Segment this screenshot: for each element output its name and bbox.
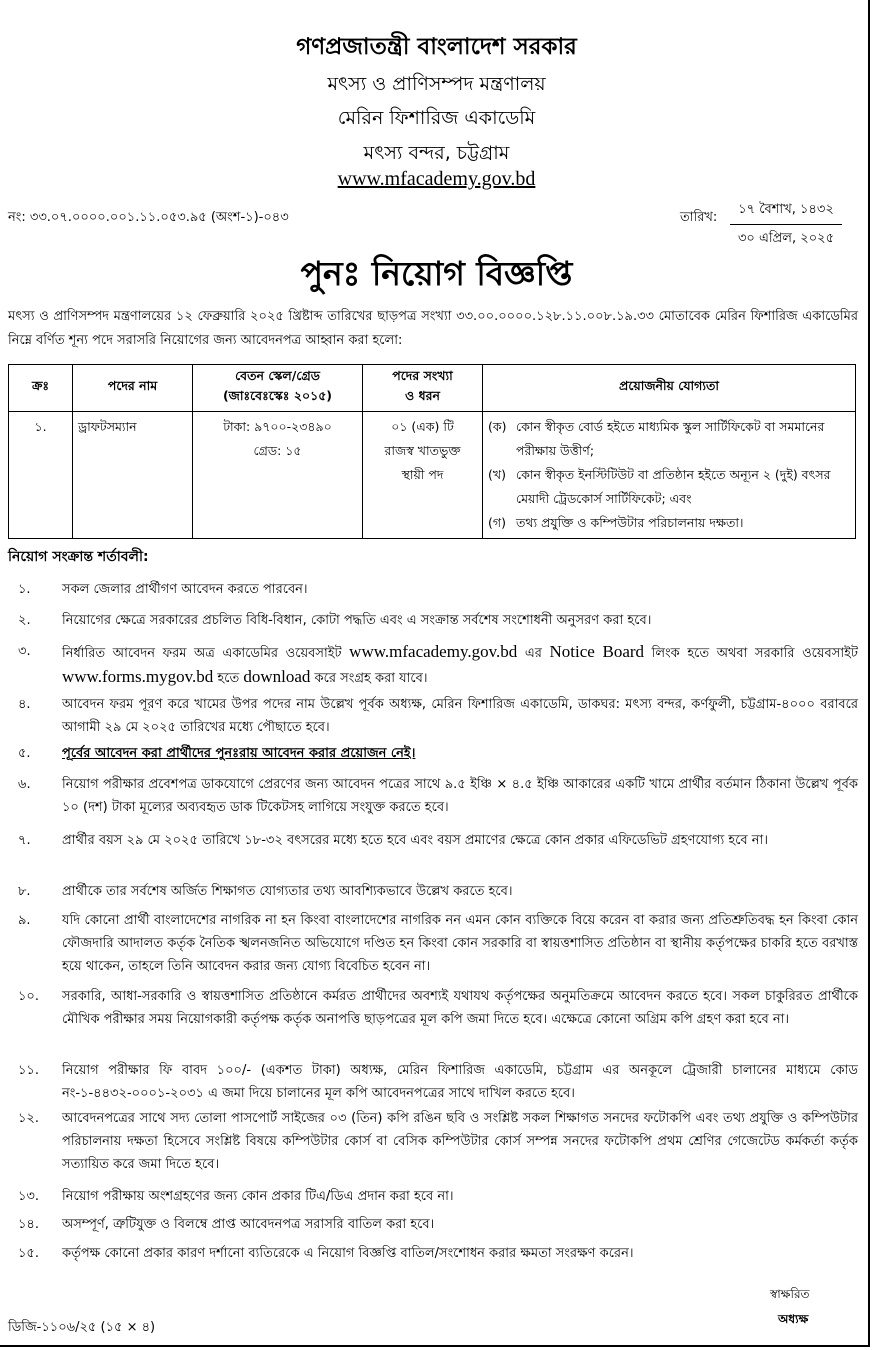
cell-scale — [193, 412, 363, 539]
cell-count-line3: স্থায়ী পদ — [401, 467, 444, 482]
signatory-title: অধ্যক্ষ — [778, 1312, 809, 1326]
academy-heading: মেরিন ফিশারিজ একাডেমি — [337, 107, 536, 129]
forms-website-link[interactable]: www.forms.mygov.bd — [62, 667, 214, 686]
condition-number: ৯. — [18, 913, 31, 928]
header-serial: ক্রঃ — [9, 365, 73, 412]
condition-text-part: এর — [517, 646, 550, 661]
date-bangla: ১৭ বৈশাখ, ১৪৩২ — [730, 200, 842, 225]
conditions-title: নিয়োগ সংক্রান্ত শর্তাবলী: — [8, 549, 149, 565]
condition-text: প্রার্থীকে তার সর্বশেষ অর্জিত শিক্ষাগত যোগ্যতার তথ্য আবশ্যিকভাবে উল্লেখ করতে হবে। — [62, 884, 513, 899]
condition-text — [62, 640, 858, 690]
condition-number: ১১. — [18, 1063, 40, 1078]
government-heading: গণপ্রজাতন্ত্রী বাংলাদেশ সরকার — [296, 34, 577, 60]
condition-number: ৪. — [18, 697, 31, 712]
condition-text-part: নির্ধারিত আবেদন ফরম অত্র একাডেমির ওয়েবসাইট — [62, 646, 350, 661]
cell-grade: গ্রেড: ১৫ — [253, 443, 302, 458]
table-row — [9, 412, 856, 539]
condition-item — [8, 742, 858, 765]
header-count-line2: ও ধরন — [405, 388, 440, 403]
intro-paragraph: মৎস্য ও প্রাণিসম্পদ মন্ত্রণালয়ের ১২ ফেব্রুয়ারি ২০২৫ খ্রিষ্টাব্দ তারিখের ছাড়পত্র সংখ্যা ৩৩.০০.০০০০.১২৮.১১.০০৮.১৯.৩৩ মোতাবেক মেরিন ফিশারিজ একাডেমির নিম্নে বর্ণিত শূন্য পদে সরাসরি নিয়োগের জন্য আবেদনপত্র আহ্বান করা হলো: — [8, 309, 858, 348]
vacancy-table — [8, 364, 856, 539]
cell-count-line1: ০১ (এক) টি — [391, 419, 454, 434]
condition-number: ৭. — [18, 833, 31, 848]
condition-item — [8, 1213, 858, 1236]
cell-qualification — [483, 412, 856, 539]
condition-item — [8, 909, 858, 978]
condition-number: ১২. — [18, 1111, 40, 1126]
condition-item — [8, 1185, 858, 1208]
condition-text: আবেদন ফরম পূরণ করে খামের উপর পদের নাম উল্লেখ পূর্বক অধ্যক্ষ, মেরিন ফিশারিজ একাডেমি, ডাকঘর: মৎস্য বন্দর, কর্ণফুলী, চট্টগ্রাম-৪০০০ বরাবরে আগামী ২৯ মে ২০২৫ তারিখের মধ্যে পৌছাতে হবে। — [62, 697, 858, 735]
condition-text: যদি কোনো প্রার্থী বাংলাদেশের নাগরিক না হন কিংবা বাংলাদেশের নাগরিক নন এমন কোন ব্যক্তিকে বিয়ে করেন বা করার জন্য প্রতিশ্রুতিবদ্ধ হন কিংবা কোন ফৌজদারি আদালত কর্তৃক নৈতিক স্খলনজনিত অভিযোগে দণ্ডিত হন কিংবা কোন সরকারি বা স্বায়ত্তশাসিত প্রতিষ্ঠান বা স্থানীয় কর্তৃপক্ষের চাকরি হতে বরখাস্ত হয়ে থাকেন, তাহলে তিনি আবেদন করার জন্য যোগ্য বিবেচিত হবেন না। — [62, 913, 858, 974]
condition-number: ৮. — [18, 884, 31, 899]
condition-item — [8, 880, 858, 903]
condition-item — [8, 829, 858, 852]
condition-number: ৬. — [18, 777, 31, 792]
page-title: পুনঃ নিয়োগ বিজ্ঞপ্তি — [300, 254, 573, 293]
cell-post: ড্রাফটসম্যান — [73, 412, 193, 539]
condition-text: নিয়োগ পরীক্ষায় অংশগ্রহণের জন্য কোন প্রকার টিএ/ডিএ প্রদান করা হবে না। — [62, 1189, 454, 1204]
condition-text: কর্তৃপক্ষ কোনো প্রকার কারণ দর্শানো ব্যতিরেকে এ নিয়োগ বিজ্ঞপ্তি বাতিল/সংশোধন করার ক্ষমতা সংরক্ষণ করেন। — [62, 1246, 634, 1261]
condition-text: পূর্বের আবেদন করা প্রার্থীদের পুনঃরায় আবেদন করার প্রয়োজন নেই। — [62, 746, 416, 761]
condition-item — [8, 1059, 858, 1105]
academy-website-link[interactable]: www.mfacademy.gov.bd — [349, 642, 518, 661]
header-qualification: প্রয়োজনীয় যোগ্যতা — [483, 365, 856, 412]
condition-item — [8, 693, 858, 739]
header-count — [363, 365, 483, 412]
condition-number: ১০. — [18, 989, 40, 1004]
qualification-key: (গ) — [488, 515, 506, 530]
date-box — [730, 200, 842, 250]
cell-count — [363, 412, 483, 539]
ministry-heading: মৎস্য ও প্রাণিসম্পদ মন্ত্রণালয় — [327, 73, 546, 95]
header-post: পদের নাম — [73, 365, 193, 412]
condition-number: ৩. — [18, 644, 31, 659]
condition-item — [8, 609, 858, 632]
condition-text-part: করে সংগ্রহ করা যাবে। — [310, 671, 428, 686]
condition-text: প্রার্থীর বয়স ২৯ মে ২০২৫ তারিখে ১৮-৩২ বৎসরের মধ্যে হতে হবে এবং বয়স প্রমাণের ক্ষেত্রে কোন প্রকার এফিডেভিট গ্রহণযোগ্য হবে না। — [62, 833, 768, 848]
condition-text: সকল জেলার প্রার্থীগণ আবেদন করতে পারবেন। — [62, 582, 308, 597]
qualification-item — [488, 511, 850, 535]
condition-text: অসম্পূর্ণ, ত্রুটিযুক্ত ও বিলম্বে প্রাপ্ত আবেদনপত্র সরাসরি বাতিল করা হবে। — [62, 1217, 435, 1232]
address-heading: মৎস্য বন্দর, চট্টগ্রাম — [363, 142, 510, 164]
date-label: তারিখ: — [680, 210, 718, 225]
cell-serial: ১. — [9, 412, 73, 539]
condition-text: নিয়োগের ক্ষেত্রে সরকারের প্রচলিত বিধি-বিধান, কোটা পদ্ধতি এবং এ সংক্রান্ত সর্বশেষ সংশোধনী অনুসরণ করা হবে। — [62, 613, 652, 628]
condition-text-part: লিংক হতে অথবা সরকারি ওয়েবসাইট — [644, 646, 858, 661]
condition-item — [8, 578, 858, 601]
print-code: ডিজি-১১০৬/২৫ (১৫ × ৪) — [8, 1320, 156, 1335]
condition-number: ১৫. — [18, 1246, 40, 1261]
notice-board-link[interactable]: Notice Board — [549, 642, 645, 661]
qualification-item — [488, 415, 850, 463]
header-scale-line2: (জাঃবেঃস্কেঃ ২০১৫) — [222, 388, 333, 403]
condition-number: ৫. — [18, 746, 31, 761]
condition-number: ১. — [18, 582, 31, 597]
qualification-key: (খ) — [488, 467, 506, 482]
condition-item — [8, 1242, 858, 1265]
condition-text: নিয়োগ পরীক্ষার প্রবেশপত্র ডাকযোগে প্রেরণের জন্য আবেদন পত্রের সাথে ৯.৫ ইঞ্চি × ৪.৫ ইঞ্চি আকারের একটি খামে প্রার্থীর বর্তমান ঠিকানা উল্লেখ পূর্বক ১০ (দশ) টাকা মূল্যের অব্যবহৃত ডাক টিকেটসহ লাগিয়ে সংযুক্ত করতে হবে। — [62, 777, 858, 815]
condition-item — [8, 640, 858, 690]
qualification-text: কোন স্বীকৃত বোর্ড হইতে মাধ্যমিক স্কুল সার্টিফিকেট বা সমমানের পরীক্ষায় উত্তীর্ণ; — [516, 419, 825, 458]
condition-text: সরকারি, আধা-সরকারি ও স্বায়ত্তশাসিত প্রতিষ্ঠানে কর্মরত প্রার্থীদের অবশ্যই যথাযথ কর্তৃপক্ষের অনুমতিক্রমে আবেদন করতে হবে। সকল চাকুরিরত প্রার্থীকে মৌখিক পরীক্ষার সময় নিয়োগকারী কর্তৃপক্ষ কর্তৃক অনাপত্তি ছাড়পত্রের মূল কপি জমা দিতে হবে। এক্ষেত্রে কোনো অগ্রিম কপি গ্রহণ করা হবে না। — [62, 989, 858, 1027]
condition-number: ২. — [18, 613, 31, 628]
signed-label: স্বাক্ষরিত — [770, 1287, 810, 1301]
qualification-key: (ক) — [488, 419, 507, 434]
website-link[interactable]: www.mfacademy.gov.bd — [337, 168, 536, 190]
cell-count-line2: রাজস্ব খাতভুক্ত — [384, 443, 461, 458]
memo-number: নং: ৩৩.০৭.০০০০.০০১.১১.০৫৩.৯৫ (অংশ-১)-০৪৩ — [8, 210, 289, 225]
qualification-text: তথ্য প্রযুক্তি ও কম্পিউটার পরিচালনায় দক্ষতা। — [516, 515, 744, 530]
table-header-row — [9, 365, 856, 412]
condition-text: আবেদনপত্রের সাথে সদ্য তোলা পাসপোর্ট সাইজের ০৩ (তিন) কপি রঙিন ছবি ও সংশ্লিষ্ট সকল শিক্ষাগত সনদের ফটোকপি এবং তথ্য প্রযুক্তি ও কম্পিউটার পরিচালনায় দক্ষতা হিসেবে সংশ্লিষ্ট বিষয়ে কম্পিউটার কোর্স বা বেসিক কম্পিউটার কোর্স সম্পন্ন সনদের ফটোকপি প্রথম শ্রেণির গেজেটেড কর্মকর্তা কর্তৃক সত্যায়িত করে জমা দিতে হবে। — [62, 1111, 858, 1172]
condition-item — [8, 1107, 858, 1176]
download-text: download — [243, 667, 311, 686]
header-count-line1: পদের সংখ্যা — [392, 368, 453, 383]
date-gregorian: ৩০ এপ্রিল, ২০২৫ — [737, 231, 835, 246]
condition-number: ১৩. — [18, 1189, 40, 1204]
header-scale — [193, 365, 363, 412]
cell-pay: টাকা: ৯৭০০-২৩৪৯০ — [223, 419, 332, 434]
condition-text-part: হতে — [213, 671, 244, 686]
qualification-item — [488, 463, 850, 511]
qualification-text: কোন স্বীকৃত ইনস্টিটিউট বা প্রতিষ্ঠান হইতে অন্যূন ২ (দুই) বৎসর মেয়াদী ট্রেডকোর্স সার্টিফিকেট; এবং — [516, 467, 831, 506]
header-scale-line1: বেতন স্কেল/গ্রেড — [235, 368, 320, 383]
condition-item — [8, 773, 858, 819]
condition-item — [8, 985, 858, 1031]
condition-text: নিয়োগ পরীক্ষার ফি বাবদ ১০০/- (একশত টাকা) অধ্যক্ষ, মেরিন ফিশারিজ একাডেমি, চট্টগ্রাম এর অনকূলে ট্রেজারী চালানের মাধ্যমে কোড নং-১-৪৪৩২-০০০১-২০৩১ এ জমা দিয়ে চালানের মূল কপি আবেদনপত্রের সাথে দাখিল করতে হবে। — [62, 1063, 858, 1101]
condition-number: ১৪. — [18, 1217, 40, 1232]
